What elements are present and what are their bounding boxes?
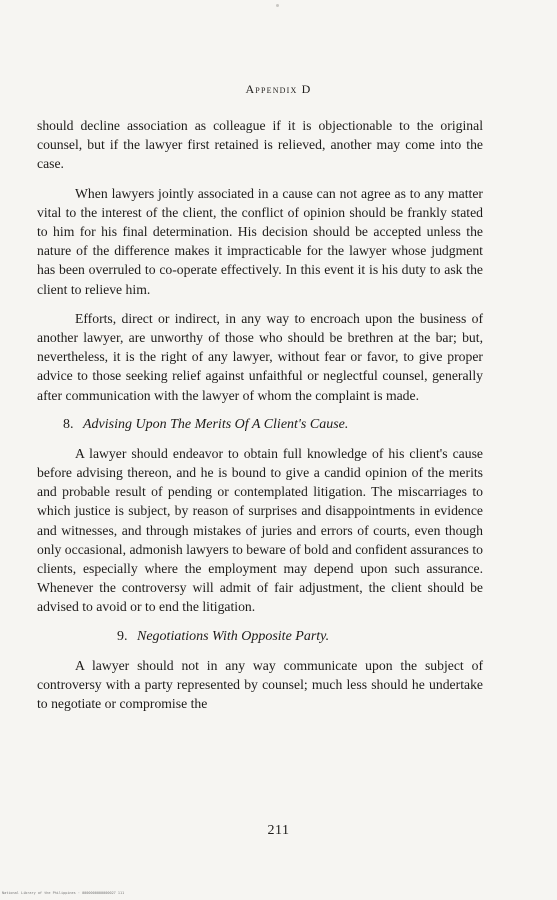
paragraph-negotiations: A lawyer should not in any way communicate upon the subject of controversy with a party represented by counsel; much less should he undertake to negotiate or compromise the xyxy=(37,657,483,712)
section-number: 8. xyxy=(63,416,74,432)
section-heading-8 xyxy=(37,415,483,434)
scan-speck xyxy=(276,4,279,7)
scan-footer-mark: National Library of the Philippines · 0000000000000027 111 xyxy=(2,891,125,895)
page-number: 211 xyxy=(267,823,290,838)
section-title: Advising Upon The Merits Of A Client's Cause. xyxy=(83,416,349,432)
paragraph-encroachment: Efforts, direct or indirect, in any way to encroach upon the business of another lawyer, are unworthy of those who should be brethren at the bar; but, nevertheless, it is the right of any lawyer, without fear or favor, to give proper advice to those seeking relief against unfaithful or neglectful counsel, generally after communication with the lawyer of whom the complaint is made. xyxy=(37,310,483,403)
paragraph-continued: should decline association as colleague if it is objectionable to the original counsel, but if the lawyer first retained is relieved, another may come into the case. xyxy=(37,118,483,172)
body-text xyxy=(37,116,483,723)
section-title: Negotiations With Opposite Party. xyxy=(137,628,330,644)
running-head: Appendix D xyxy=(245,82,312,96)
paragraph-advising-merits: A lawyer should endeavor to obtain full knowledge of his client's cause before advising thereon, and he is bound to give a candid opinion of the merits and probable result of pending or contemplated litigation. The miscarriages to which justice is subject, by reason of surprises and disappointments in evidence and witnesses, and through mistakes of juries and errors of courts, even though only occasional, admonish lawyers to beware of bold and confident assurances to clients, especially where the employment may depend upon such assurance. Whenever the controversy will admit of fair adjustment, the client should be advised to avoid or to end the litigation. xyxy=(37,445,483,615)
section-number: 9. xyxy=(117,628,128,644)
paragraph-joint-association: When lawyers jointly associated in a cause can not agree as to any matter vital to the interest of the client, the conflict of opinion should be frankly stated to him for his final determination. His decision should be accepted unless the nature of the difference makes it impracticable for the lawyer whose judgment has been overruled to co-operate effectively. In this event it is his duty to ask the client to relieve him. xyxy=(37,185,483,297)
section-heading-9 xyxy=(37,627,483,646)
